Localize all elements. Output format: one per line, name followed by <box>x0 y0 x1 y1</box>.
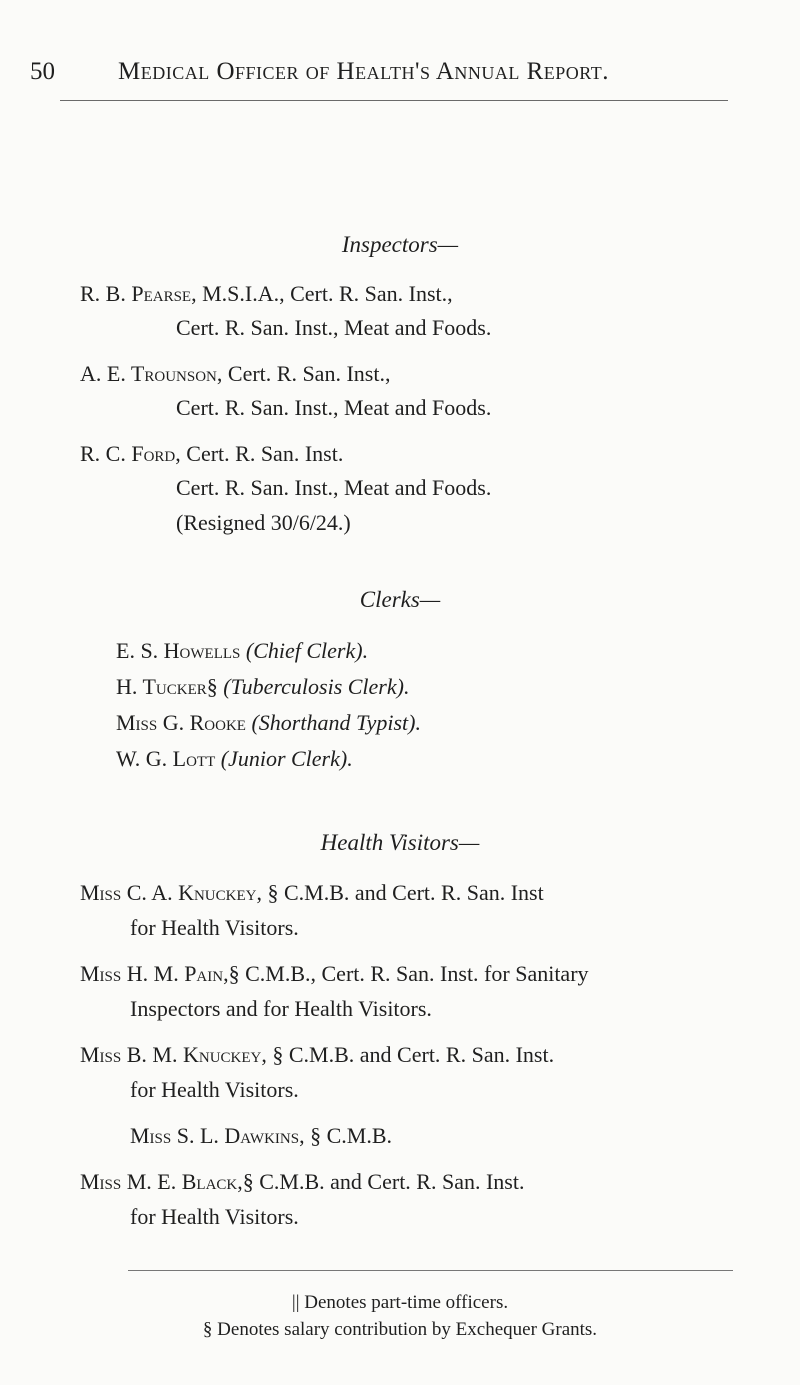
footnote-exchequer: § Denotes salary contribution by Exchequer Grants. <box>202 1319 598 1340</box>
footnote-part-time: || Denotes part-time officers. <box>291 1292 509 1313</box>
clerks-heading: Clerks— <box>359 587 441 612</box>
header-rule <box>60 100 728 101</box>
visitor-qualifications-cont: for Health Visitors. <box>130 1204 299 1229</box>
visitor-name: Miss C. A. Knuckey, <box>80 880 262 905</box>
health-visitors-heading: Health Visitors— <box>320 830 480 855</box>
clerk-entry <box>116 710 421 736</box>
inspector-qualifications: M.S.I.A., Cert. R. San. Inst., <box>196 281 453 306</box>
page-header <box>0 58 800 98</box>
clerk-name: Miss G. Rooke <box>116 710 246 735</box>
visitor-name: Miss H. M. Pain,§ <box>80 961 240 986</box>
clerk-entry <box>116 638 368 664</box>
visitor-qualifications: C.M.B. and Cert. R. San. Inst. <box>253 1169 525 1194</box>
visitor-qualifications: § C.M.B. and Cert. R. San. Inst. <box>266 1042 555 1067</box>
visitor-name: Miss S. L. Dawkins, <box>130 1123 305 1148</box>
visitor-entry <box>80 1169 524 1195</box>
visitor-qualifications-cont: for Health Visitors. <box>130 1077 299 1102</box>
inspector-qualifications: Cert. R. San. Inst. <box>180 441 344 466</box>
clerk-name: W. G. Lott <box>116 746 216 771</box>
inspector-note: (Resigned 30/6/24.) <box>176 510 351 535</box>
inspector-qualifications: Cert. R. San. Inst., <box>222 361 391 386</box>
visitor-qualifications: § C.M.B. and Cert. R. San. Inst <box>261 880 544 905</box>
visitor-entry <box>80 1042 554 1068</box>
inspectors-heading: Inspectors— <box>341 232 459 257</box>
inspector-entry <box>80 361 390 387</box>
clerk-entry <box>116 746 353 772</box>
inspector-name: R. C. Ford, <box>80 441 181 466</box>
visitor-qualifications-cont: Inspectors and for Health Visitors. <box>130 996 432 1021</box>
visitor-name: Miss M. E. Black,§ <box>80 1169 254 1194</box>
clerk-entry <box>116 674 409 700</box>
clerk-name: H. Tucker§ <box>116 674 218 699</box>
footnote-rule <box>128 1270 733 1271</box>
inspector-entry <box>80 281 453 307</box>
visitor-entry <box>80 880 544 906</box>
inspector-entry <box>80 441 343 467</box>
inspector-name: R. B. Pearse, <box>80 281 197 306</box>
running-title: Medical Officer of Health's Annual Report. <box>118 58 609 85</box>
inspector-qualifications-cont: Cert. R. San. Inst., Meat and Foods. <box>176 395 492 420</box>
visitor-name: Miss B. M. Knuckey, <box>80 1042 267 1067</box>
clerk-role: (Shorthand Typist). <box>245 710 421 735</box>
clerk-role: (Tuberculosis Clerk). <box>217 674 410 699</box>
clerk-name: E. S. Howells <box>116 638 241 663</box>
clerk-role: (Junior Clerk). <box>215 746 353 771</box>
visitor-qualifications-cont: for Health Visitors. <box>130 915 299 940</box>
inspector-name: A. E. Trounson, <box>80 361 223 386</box>
visitor-entry <box>80 961 589 987</box>
inspector-qualifications-cont: Cert. R. San. Inst., Meat and Foods. <box>176 475 492 500</box>
inspector-qualifications-cont: Cert. R. San. Inst., Meat and Foods. <box>176 315 492 340</box>
clerk-role: (Chief Clerk). <box>240 638 369 663</box>
visitor-entry <box>130 1123 392 1149</box>
visitor-qualifications: C.M.B., Cert. R. San. Inst. for Sanitary <box>239 961 589 986</box>
visitor-qualifications: § C.M.B. <box>304 1123 393 1148</box>
page-number: 50 <box>30 58 55 85</box>
